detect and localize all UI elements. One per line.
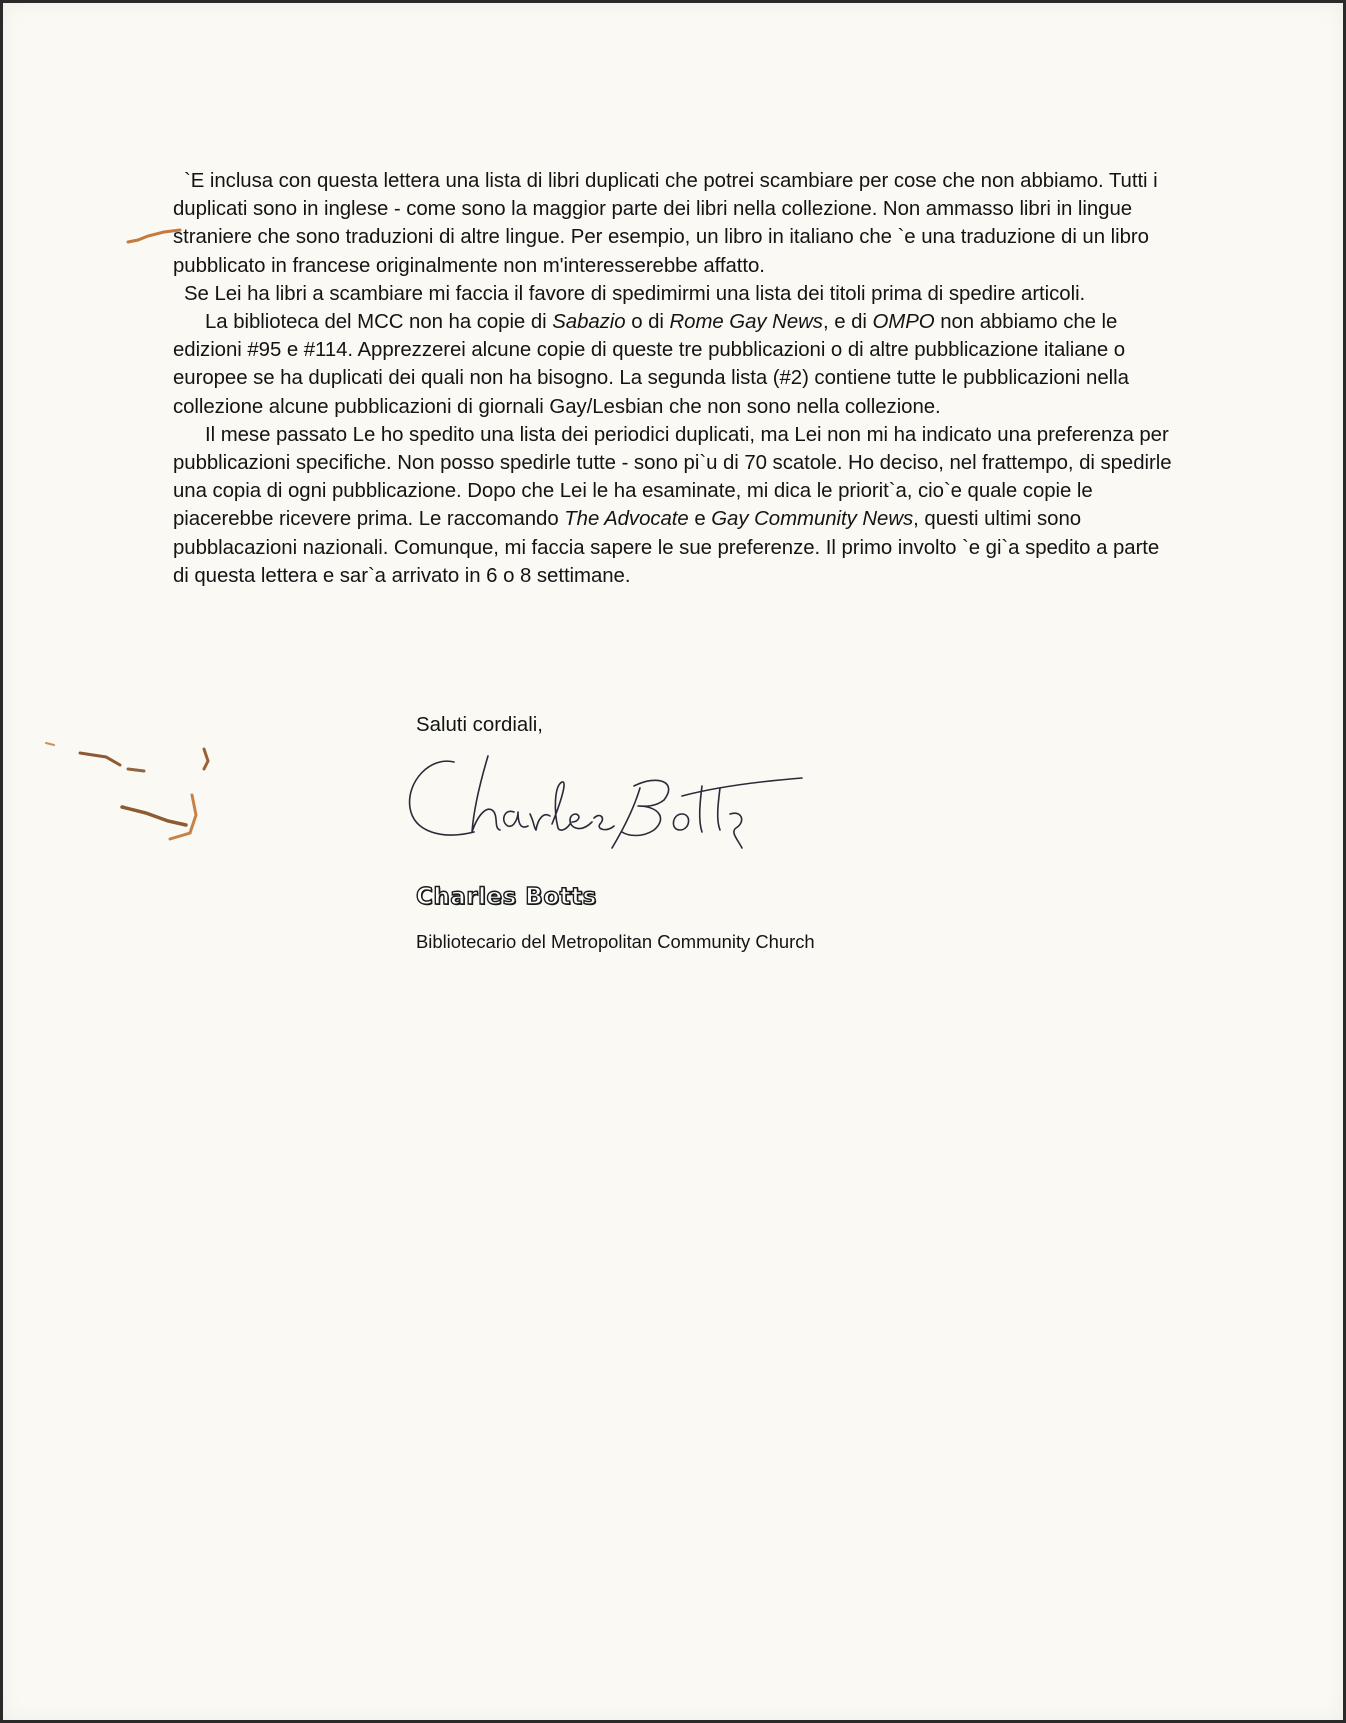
paragraph-4 xyxy=(173,421,1173,590)
signature-name: Charles Botts xyxy=(416,884,597,910)
paragraph-text: , questi ultimi sono pubblacazioni nazionali. Comunque, mi faccia sapere le sue preferenze. Il primo involto `e gi`a spedito a parte di questa lettera e sar`a arrivato in 6 o 8 settimane. xyxy=(173,508,1160,587)
paragraph-text: Il mese passato Le ho spedito una lista dei periodici duplicati, ma Lei non mi ha indicato una preferenza per pubblicazioni specifiche. Non posso spedirle tutte - sono pi`u di 70 scatole. Ho deciso, nel frattempo, di spedirle una copia di ogni pubblicazione. Dopo che Lei le ha esaminate, mi dica le priorit`a, cio`e quale copie le piacerebbe ricevere prima. Le raccomando xyxy=(173,423,1172,531)
paragraph-text: non abbiamo che le edizioni #95 e #114. Apprezzerei alcune copie di queste tre pubblicazioni o di altre pubblicazione italiane o europee se ha duplicati dei quali non ha bisogno. La segunda lista (#2) contiene tutte le pubblicazioni nella collezione alcune pubblicazioni di giornali Gay/Lesbian che non sono nella collezione. xyxy=(173,311,1129,418)
publication-title: Gay Community News xyxy=(711,508,914,531)
paragraph-text: e xyxy=(688,508,712,531)
handwritten-signature xyxy=(402,752,812,872)
publication-title: Sabazio xyxy=(552,311,626,334)
paragraph-text: o di xyxy=(625,311,670,334)
paragraph-1 xyxy=(173,167,1173,280)
letter-body xyxy=(173,167,1173,590)
publication-title: Rome Gay News xyxy=(669,311,823,334)
signature-title: Bibliotecario del Metropolitan Community Church xyxy=(416,931,815,952)
paragraph-text: `E inclusa con questa lettera una lista di libri duplicati che potrei scambiare per cose che non abbiamo. Tutti i duplicati sono in inglese - come sono la maggior parte dei libri nella collezione. Non ammasso libri in lingue straniere che sono traduzioni di altre lingue. Per esempio, un libro in italiano che `e una traduzione di un libro pubblicato in francese originalmente non m'interesserebbe affatto. xyxy=(173,170,1158,277)
publication-title: OMPO xyxy=(872,311,935,334)
paragraph-text: La biblioteca del MCC non ha copie di xyxy=(205,311,553,334)
paragraph-text: , e di xyxy=(822,311,873,334)
paragraph-3 xyxy=(173,308,1173,421)
publication-title: The Advocate xyxy=(564,508,689,531)
margin-stain-middle xyxy=(40,735,220,855)
closing-salutation: Saluti cordiali, xyxy=(416,714,543,736)
paragraph-2 xyxy=(173,280,1173,308)
paragraph-text: Se Lei ha libri a scambiare mi faccia il favore di spedimirmi una lista dei titoli prima di spedire articoli. xyxy=(184,282,1086,305)
